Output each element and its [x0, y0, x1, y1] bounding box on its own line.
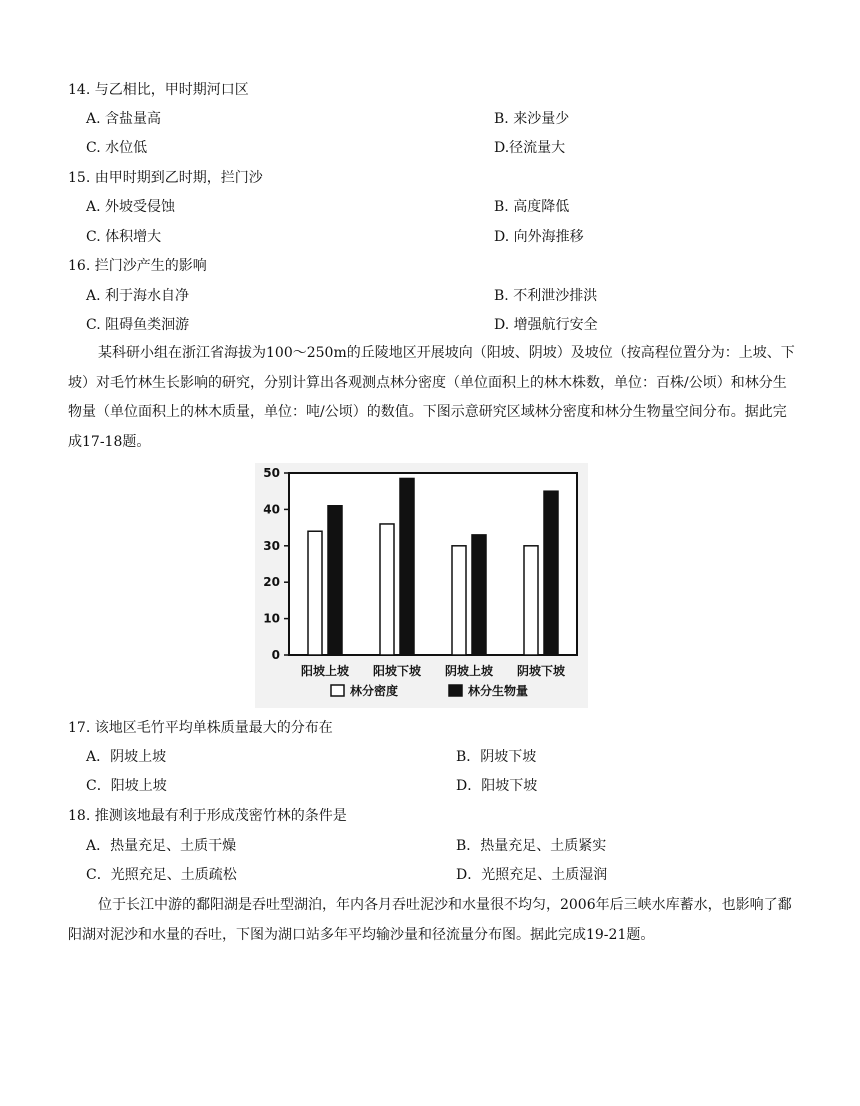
category-label: 阳坡下坡 — [372, 664, 422, 678]
q18-option-a: A．热量充足、土质干燥 — [86, 838, 237, 854]
bar-biomass — [400, 478, 414, 655]
q14-stem: 14. 与乙相比，甲时期河口区 — [68, 82, 249, 98]
y-tick-label: 30 — [263, 538, 280, 553]
intro-paragraph-19-21: 位于长江中游的鄱阳湖是吞吐型湖泊，年内各月吞吐泥沙和水量很不均匀，2006年后三峡水库蓄水，也影响了鄱阳湖对泥沙和水量的吞吐，下图为湖口站多年平均输沙量和径流量分布图。据此完成19-21题。 — [68, 897, 792, 943]
q16-stem: 16. 拦门沙产生的影响 — [68, 258, 207, 274]
q18-option-b: B．热量充足、土质紧实 — [456, 838, 607, 854]
q17-option-a: A．阴坡上坡 — [86, 749, 167, 765]
y-tick-label: 10 — [263, 611, 280, 626]
intro-paragraph-17-18: 某科研小组在浙江省海拔为100～250m的丘陵地区开展坡向（阳坡、阴坡）及坡位（按高程位置分为：上坡、下坡）对毛竹林生长影响的研究，分别计算出各观测点林分密度（单位面积上的林木株数，单位：百株/公顷）和林分生物量（单位面积上的林木质量，单位：吨/公顷）的数值。下图示意研究区域林分密度和林分生物量空间分布。据此完成17-18题。 — [68, 345, 795, 450]
legend-label: 林分生物量 — [468, 684, 529, 698]
q15-stem: 15. 由甲时期到乙时期，拦门沙 — [68, 170, 263, 186]
category-label: 阴坡上坡 — [444, 664, 494, 678]
bar-biomass — [472, 535, 486, 655]
y-tick-label: 50 — [263, 466, 280, 480]
bar-biomass — [328, 506, 342, 655]
legend-label: 林分密度 — [350, 684, 399, 698]
q15-option-a: A. 外坡受侵蚀 — [86, 199, 176, 215]
q16-option-a: A. 利于海水自净 — [86, 288, 190, 304]
q15-option-d: D. 向外海推移 — [494, 229, 584, 245]
q14-option-c: C. 水位低 — [86, 140, 148, 156]
q17-option-c: C．阳坡上坡 — [86, 778, 167, 794]
category-label: 阴坡下坡 — [516, 664, 566, 678]
bar-chart-svg — [255, 463, 588, 708]
bar-density — [380, 524, 394, 655]
q17-option-b: B．阴坡下坡 — [456, 749, 537, 765]
bar-chart — [255, 463, 588, 708]
q16-option-d: D. 增强航行安全 — [494, 317, 598, 333]
q16-option-c: C. 阻碍鱼类洄游 — [86, 317, 190, 333]
y-tick-label: 0 — [271, 648, 280, 662]
y-tick-label: 40 — [263, 502, 280, 517]
q18-option-d: D．光照充足、土质湿润 — [456, 867, 608, 883]
category-label: 阳坡上坡 — [300, 664, 350, 678]
legend-swatch — [331, 685, 344, 696]
q15-option-c: C. 体积增大 — [86, 229, 162, 245]
q18-stem: 18. 推测该地最有利于形成茂密竹林的条件是 — [68, 808, 347, 824]
q18-option-c: C．光照充足、土质疏松 — [86, 867, 237, 883]
bar-density — [524, 546, 538, 655]
q17-option-d: D．阳坡下坡 — [456, 778, 538, 794]
q14-option-d: D.径流量大 — [494, 140, 566, 156]
y-tick-label: 20 — [263, 575, 280, 590]
legend-swatch — [449, 685, 462, 696]
bar-biomass — [544, 491, 558, 655]
q14-option-a: A. 含盐量高 — [86, 111, 162, 127]
q16-option-b: B. 不利泄沙排洪 — [494, 288, 598, 304]
q14-option-b: B. 来沙量少 — [494, 111, 570, 127]
bar-density — [308, 531, 322, 655]
q15-option-b: B. 高度降低 — [494, 199, 570, 215]
bar-density — [452, 546, 466, 655]
q17-stem: 17. 该地区毛竹平均单株质量最大的分布在 — [68, 720, 333, 736]
